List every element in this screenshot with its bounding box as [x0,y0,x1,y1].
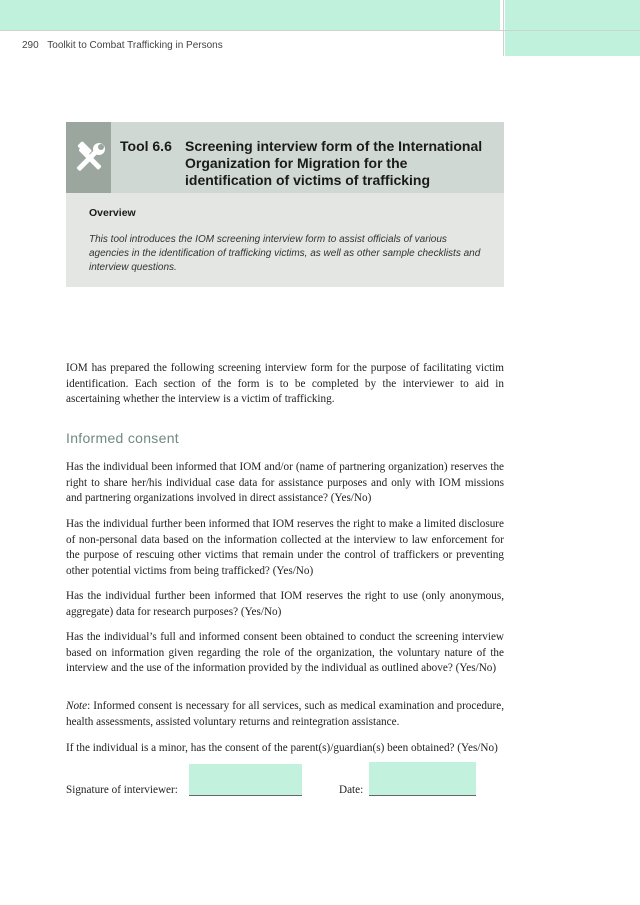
header-band-corner [505,0,640,30]
overview-box [66,193,504,287]
header-band [0,0,500,30]
running-title: Toolkit to Combat Trafficking in Persons [47,40,223,51]
tool-title: Screening interview form of the International Organization for Migration for the identification of victims of trafficking [185,138,483,188]
note-paragraph [66,699,504,730]
date-underline [369,795,476,796]
date-label: Date: [339,784,364,796]
note-text: : Informed consent is necessary for all services, such as medical examination and procedure, health assessments, assisted voluntary returns and reintegration assistance. [66,700,504,728]
consent-question-4: Has the individual’s full and informed consent been obtained to conduct the screening interview based on information given regarding the role of the organization, the voluntary nature of the interview and the use of the information provided by the individual as outlined above? (Yes/No) [66,631,504,674]
consent-question-3: Has the individual further been informed that IOM reserves the right to use (only anonymous, aggregate) data for research purposes? (Yes/No) [66,590,504,618]
page-number: 290 [22,40,39,51]
interviewer-signature-label: Signature of interviewer: [66,784,178,796]
tools-icon [72,141,106,175]
header-tab [505,31,640,56]
header-divider [503,0,504,56]
interviewer-signature-field[interactable] [189,764,302,795]
note-label: Note [66,700,88,712]
tool-icon-box [66,122,111,193]
date-field[interactable] [369,762,476,795]
consent-question-2: Has the individual further been informed that IOM reserves the right to make a limited disclosure of non-personal data based on the information collected at the interview to law enforcement for the purpose of rescuing other victims that remain under the control of traffickers or preventing other potential victims from being trafficked? (Yes/No) [66,518,504,577]
consent-question-1: Has the individual been informed that IOM and/or (name of partnering organization) reserves the right to share her/his individual case data for assistance purposes and only with IOM missions and partnering organizations involved in direct assistance? (Yes/No) [66,461,504,504]
tool-box [66,122,504,287]
intro-paragraph: IOM has prepared the following screening interview form for the purpose of facilitating victim identification. Each section of the form is to be completed by the interviewer to aid in ascertaining whether the interview is a victim of trafficking. [66,362,504,405]
section-heading: Informed consent [66,430,179,446]
overview-text: This tool introduces the IOM screening interview form to assist officials of various agencies in the identification of trafficking victims, as well as other sample checklists and interview questions. [89,234,481,273]
running-head [22,40,223,51]
tool-number: Tool 6.6 [120,138,172,154]
overview-heading: Overview [89,207,136,219]
tool-title-bar [66,122,504,193]
minor-consent-question: If the individual is a minor, has the consent of the parent(s)/guardian(s) been obtained? (Yes/No) [66,742,498,754]
interviewer-signature-underline [189,795,302,796]
